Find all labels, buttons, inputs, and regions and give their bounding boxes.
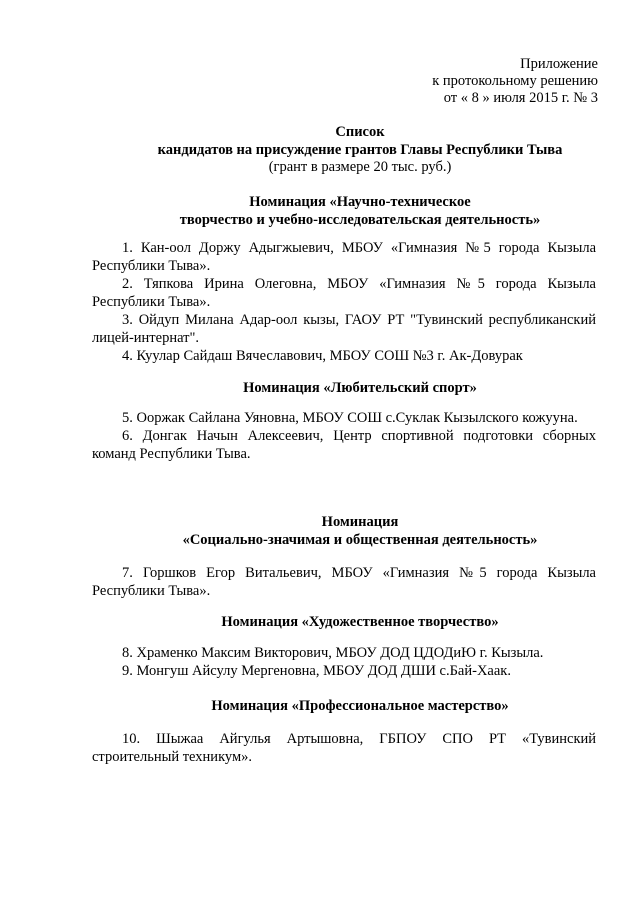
nomination-list [92, 644, 596, 680]
nomination-list [92, 409, 596, 463]
item-text: Ооржак Сайлана Уяновна, МБОУ СОШ с.Суклак Кызылского кожууна. [136, 410, 578, 426]
list-item [92, 275, 596, 311]
list-item [92, 662, 596, 680]
item-text: Кан-оол Доржу Адыгжыевич, МБОУ «Гимназия №5 города Кызыла Республики Тыва». [92, 240, 596, 274]
nomination-heading [60, 698, 640, 716]
item-number: 1. [122, 240, 133, 256]
nomination-heading [60, 614, 640, 632]
item-text: Храменко Максим Викторович, МБОУ ДОД ЦДОДиЮ г. Кызыла. [136, 645, 544, 661]
heading-line: Номинация «Научно-техническое [249, 194, 471, 210]
item-number: 5. [122, 410, 133, 426]
item-number: 7. [122, 565, 133, 581]
appendix-line: от « 8 » июля 2015 г. № 3 [443, 90, 598, 106]
appendix-header [298, 56, 598, 107]
item-number: 2. [122, 276, 133, 292]
nomination-heading [60, 380, 640, 398]
item-number: 10. [122, 731, 141, 747]
list-item [92, 347, 596, 365]
item-text: Горшков Егор Витальевич, МБОУ «Гимназия №5 города Кызыла Республики Тыва». [92, 565, 596, 599]
appendix-line: Приложение [520, 56, 598, 72]
item-number: 3. [122, 312, 133, 328]
item-text: Монгуш Айсулу Мергеновна, МБОУ ДОД ДШИ с.Бай-Хаак. [136, 663, 511, 679]
heading-line: Номинация «Любительский спорт» [243, 380, 477, 396]
list-item [92, 311, 596, 347]
item-text: Тяпкова Ирина Олеговна, МБОУ «Гимназия №5 города Кызыла Республики Тыва». [92, 276, 596, 310]
heading-line: Номинация «Художественное творчество» [221, 614, 499, 630]
heading-line: Номинация «Профессиональное мастерство» [211, 698, 509, 714]
list-item [92, 409, 596, 427]
list-item [92, 427, 596, 463]
heading-line: Номинация [321, 514, 399, 530]
item-text: Куулар Сайдаш Вячеславович, МБОУ СОШ №3 г. Ак-Довурак [136, 348, 523, 364]
list-item [92, 239, 596, 275]
title-line: Список [335, 124, 385, 140]
nomination-list [92, 730, 596, 766]
nomination-list [92, 239, 596, 365]
item-text: Ойдуп Милана Адар-оол кызы, ГАОУ РТ "Тувинский республиканский лицей-интернат". [92, 312, 596, 346]
nomination-heading [60, 194, 640, 229]
item-text: Донгак Начын Алексеевич, Центр спортивной подготовки сборных команд Республики Тыва. [92, 428, 597, 462]
nomination-list [92, 564, 596, 600]
appendix-line: к протокольному решению [432, 73, 598, 89]
nomination-heading [60, 514, 640, 549]
title-line: (грант в размере 20 тыс. руб.) [268, 159, 452, 175]
title-line: кандидатов на присуждение грантов Главы Республики Тыва [157, 141, 563, 158]
item-number: 8. [122, 645, 133, 661]
document-title [60, 124, 640, 177]
heading-line: «Социально-значимая и общественная деятельность» [182, 531, 538, 548]
item-number: 9. [122, 663, 133, 679]
list-item [92, 564, 596, 600]
item-text: Шыжаа Айгулья Артышовна, ГБПОУ СПО РТ «Тувинский строительный техникум». [92, 731, 597, 765]
list-item [92, 730, 596, 766]
item-number: 4. [122, 348, 133, 364]
list-item [92, 644, 596, 662]
heading-line: творчество и учебно-исследовательская деятельность» [179, 211, 541, 228]
item-number: 6. [122, 428, 133, 444]
